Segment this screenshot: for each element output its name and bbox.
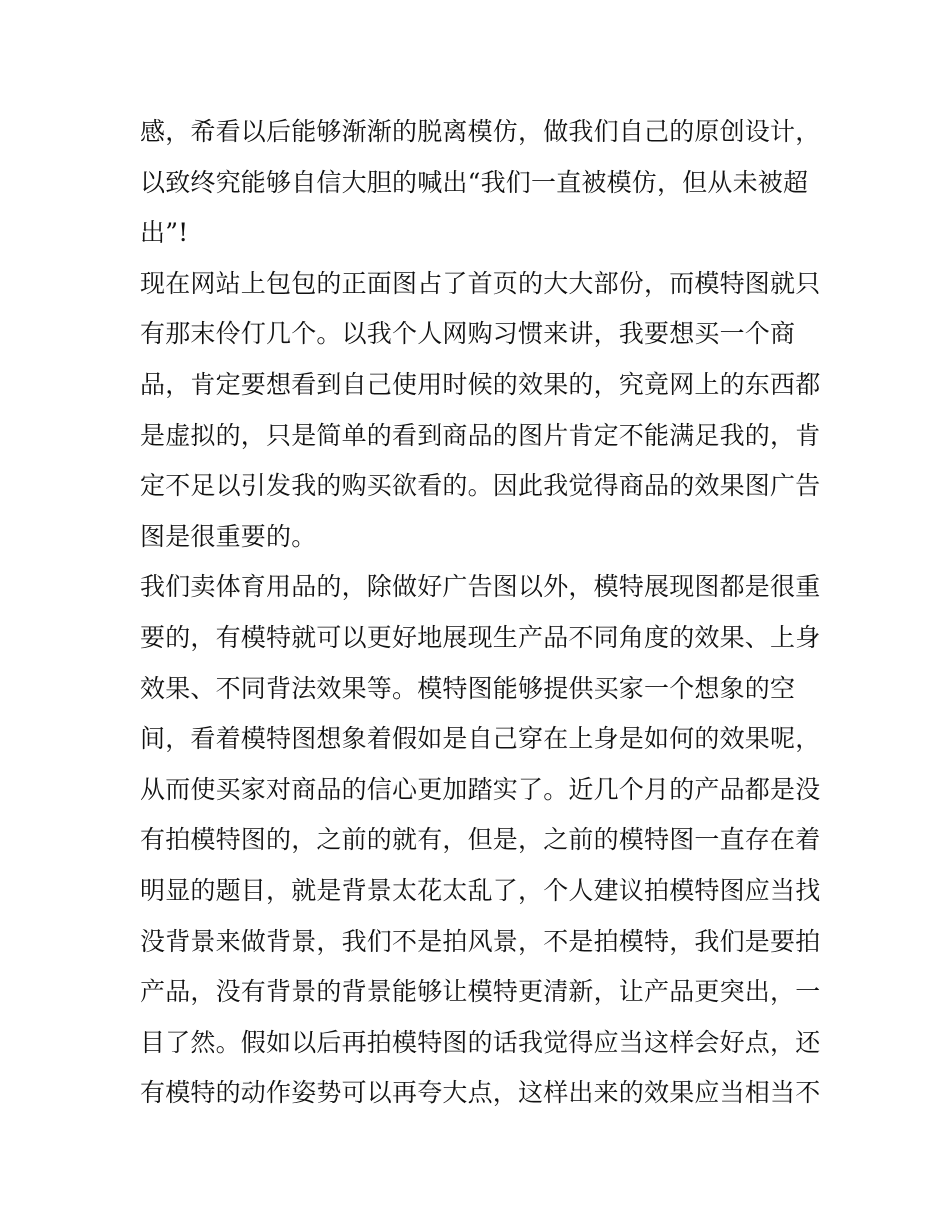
text-line: 没背景来做背景，我们不是拍风景，不是拍模特，我们是要拍 bbox=[140, 926, 820, 956]
text-line: 间，看着模特图想象着假如是自己穿在上身是如何的效果呢， bbox=[140, 724, 820, 754]
text-line: 要的，有模特就可以更好地展现生产品不同角度的效果、上身 bbox=[140, 622, 820, 652]
text-line: 目了然。假如以后再拍模特图的话我觉得应当这样会好点，还 bbox=[140, 1027, 820, 1057]
text-line: 有模特的动作姿势可以再夸大点，这样出来的效果应当相当不 bbox=[140, 1078, 820, 1108]
text-line: 是虚拟的，只是简单的看到商品的图片肯定不能满足我的，肯 bbox=[140, 420, 820, 450]
text-line: 图是很重要的。 bbox=[140, 521, 317, 551]
text-line: 产品，没有背景的背景能够让模特更清新，让产品更突出，一 bbox=[140, 977, 820, 1007]
text-line: 现在网站上包包的正面图占了首页的大大部份，而模特图就只 bbox=[140, 268, 820, 298]
text-line: 有拍模特图的，之前的就有，但是，之前的模特图一直存在着 bbox=[140, 825, 820, 855]
text-line: 有那末伶仃几个。以我个人网购习惯来讲，我要想买一个商 bbox=[140, 319, 796, 349]
text-line: 定不足以引发我的购买欲看的。因此我觉得商品的效果图广告 bbox=[140, 471, 820, 501]
text-line: 我们卖体育用品的，除做好广告图以外，模特展现图都是很重 bbox=[140, 572, 820, 602]
text-line: 从而使买家对商品的信心更加踏实了。近几个月的产品都是没 bbox=[140, 774, 820, 804]
text-line: 品，肯定要想看到自己使用时候的效果的，究竟网上的东西都 bbox=[140, 369, 820, 399]
text-line: 感，希看以后能够渐渐的脱离模仿，做我们自己的原创设计， bbox=[140, 117, 820, 146]
text-line: 明显的题目，就是背景太花太乱了，个人建议拍模特图应当找 bbox=[140, 875, 820, 905]
body-text bbox=[140, 107, 820, 1119]
text-line: 效果、不同背法效果等。模特图能够提供买家一个想象的空 bbox=[140, 673, 796, 703]
text-line: 出”! bbox=[140, 218, 189, 248]
text-line: 以致终究能够自信大胆的喊出“我们一直被模仿，但从未被超 bbox=[140, 167, 809, 197]
